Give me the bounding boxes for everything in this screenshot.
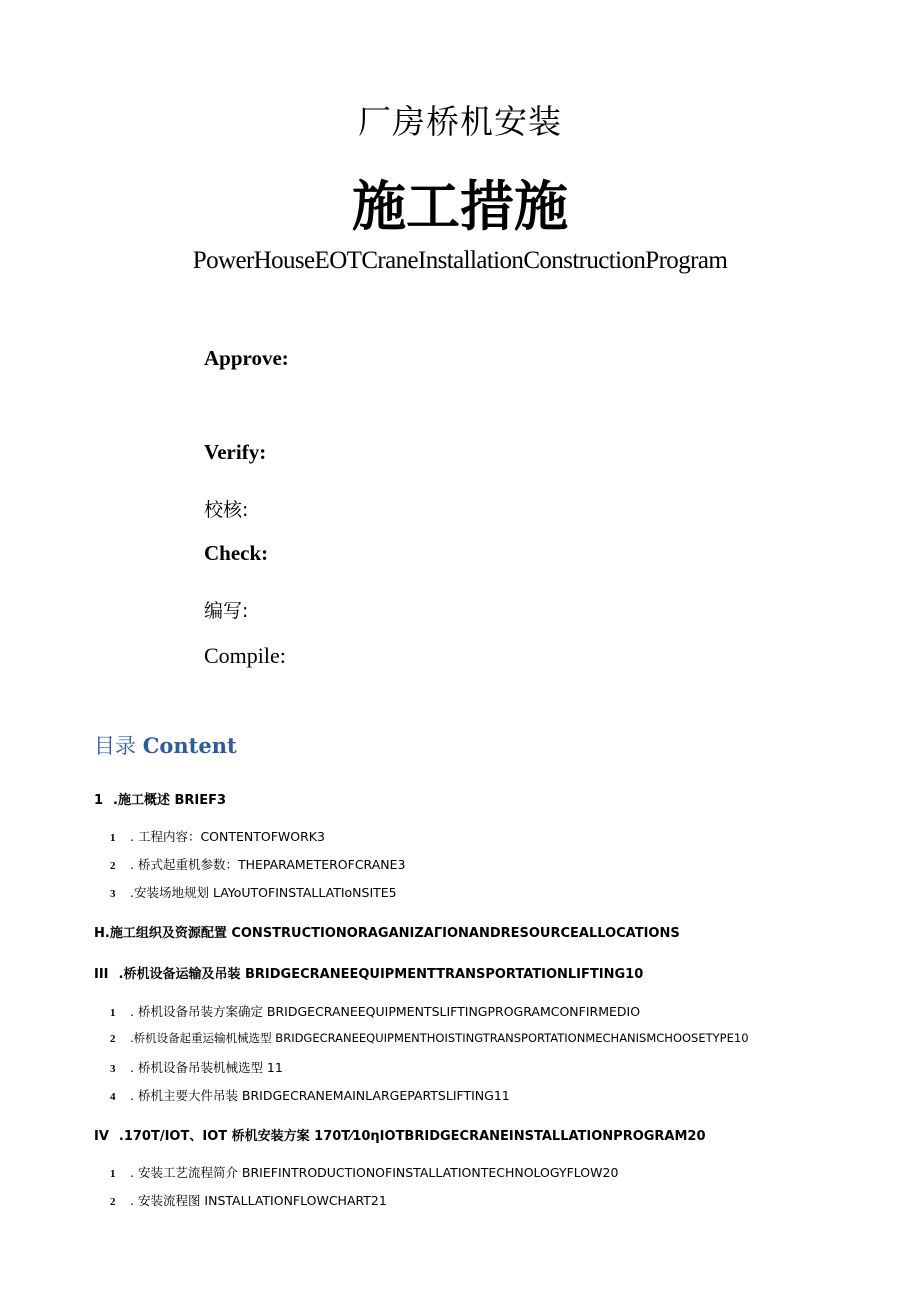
toc-entry[interactable]: IV .170T/IOT、IOT 桥机安装方案 170T⁄10ηIOTBRIDGECRANEINSTALLATIONPROGRAM20 <box>94 1129 706 1144</box>
toc-entry[interactable]: 3 .安装场地规划 LAYoUTOFINSTALLATIoNSITE5 <box>110 885 397 900</box>
toc-entry[interactable]: 4 . 桥机主要大件吊装 BRIDGECRANEMAINLARGEPARTSLIFTING11 <box>110 1088 510 1103</box>
toc-entry[interactable]: 1 .施工概述 BRIEF3 <box>94 793 227 808</box>
toc-entry[interactable]: 2 . 安装流程图 INSTALLATIONFLOWCHART21 <box>110 1193 387 1208</box>
cover-title-main: 施工措施 <box>352 175 568 238</box>
toc-entry[interactable]: 3 . 桥机设备吊装机械选型 11 <box>110 1060 283 1075</box>
check-label: Check: <box>204 541 269 565</box>
cover-title-en: PowerHouseEOTCraneInstallationConstructionProgram <box>192 247 728 274</box>
check-label-cn: 校核: <box>204 499 249 521</box>
compile-label-cn: 编写: <box>204 600 249 622</box>
toc-entry[interactable]: 2 .桥机设备起重运输机械选型 BRIDGECRANEEQUIPMENTHOISTINGTRANSPORTATIONMECHANISMCHOOSETYPE10 <box>110 1031 749 1045</box>
toc-entry[interactable]: H.施工组织及资源配置 CONSTRUCTIONORAGANIZAΓIONANDRESOURCEALLOCATIONS <box>94 926 680 941</box>
toc-entry[interactable]: III .桥机设备运输及吊装 BRIDGECRANEEQUIPMENTTRANSPORTATIONLIFTING10 <box>94 967 644 982</box>
toc-entry[interactable]: 2 . 桥式起重机参数：THEPARAMETEROFCRANE3 <box>110 857 406 872</box>
cover-title-cn: 厂房桥机安装 <box>358 102 562 141</box>
toc-heading-en: Content <box>142 733 237 758</box>
approve-label: Approve: <box>204 346 289 370</box>
toc-heading <box>94 730 237 760</box>
toc-entry[interactable]: 1 . 安装工艺流程简介 BRIEFINTRODUCTIONOFINSTALLATIONTECHNOLOGYFLOW20 <box>110 1165 619 1180</box>
toc-entry[interactable]: 1 . 桥机设备吊装方案确定 BRIDGECRANEEQUIPMENTSLIFTINGPROGRAMCONFIRMEDIO <box>110 1004 641 1019</box>
compile-label: Compile: <box>204 643 286 668</box>
toc-entry[interactable]: 1 . 工程内容：CONTENTOFWORK3 <box>110 829 325 844</box>
toc-heading-cn: 目录 <box>94 734 136 758</box>
verify-label: Verify: <box>204 440 267 464</box>
